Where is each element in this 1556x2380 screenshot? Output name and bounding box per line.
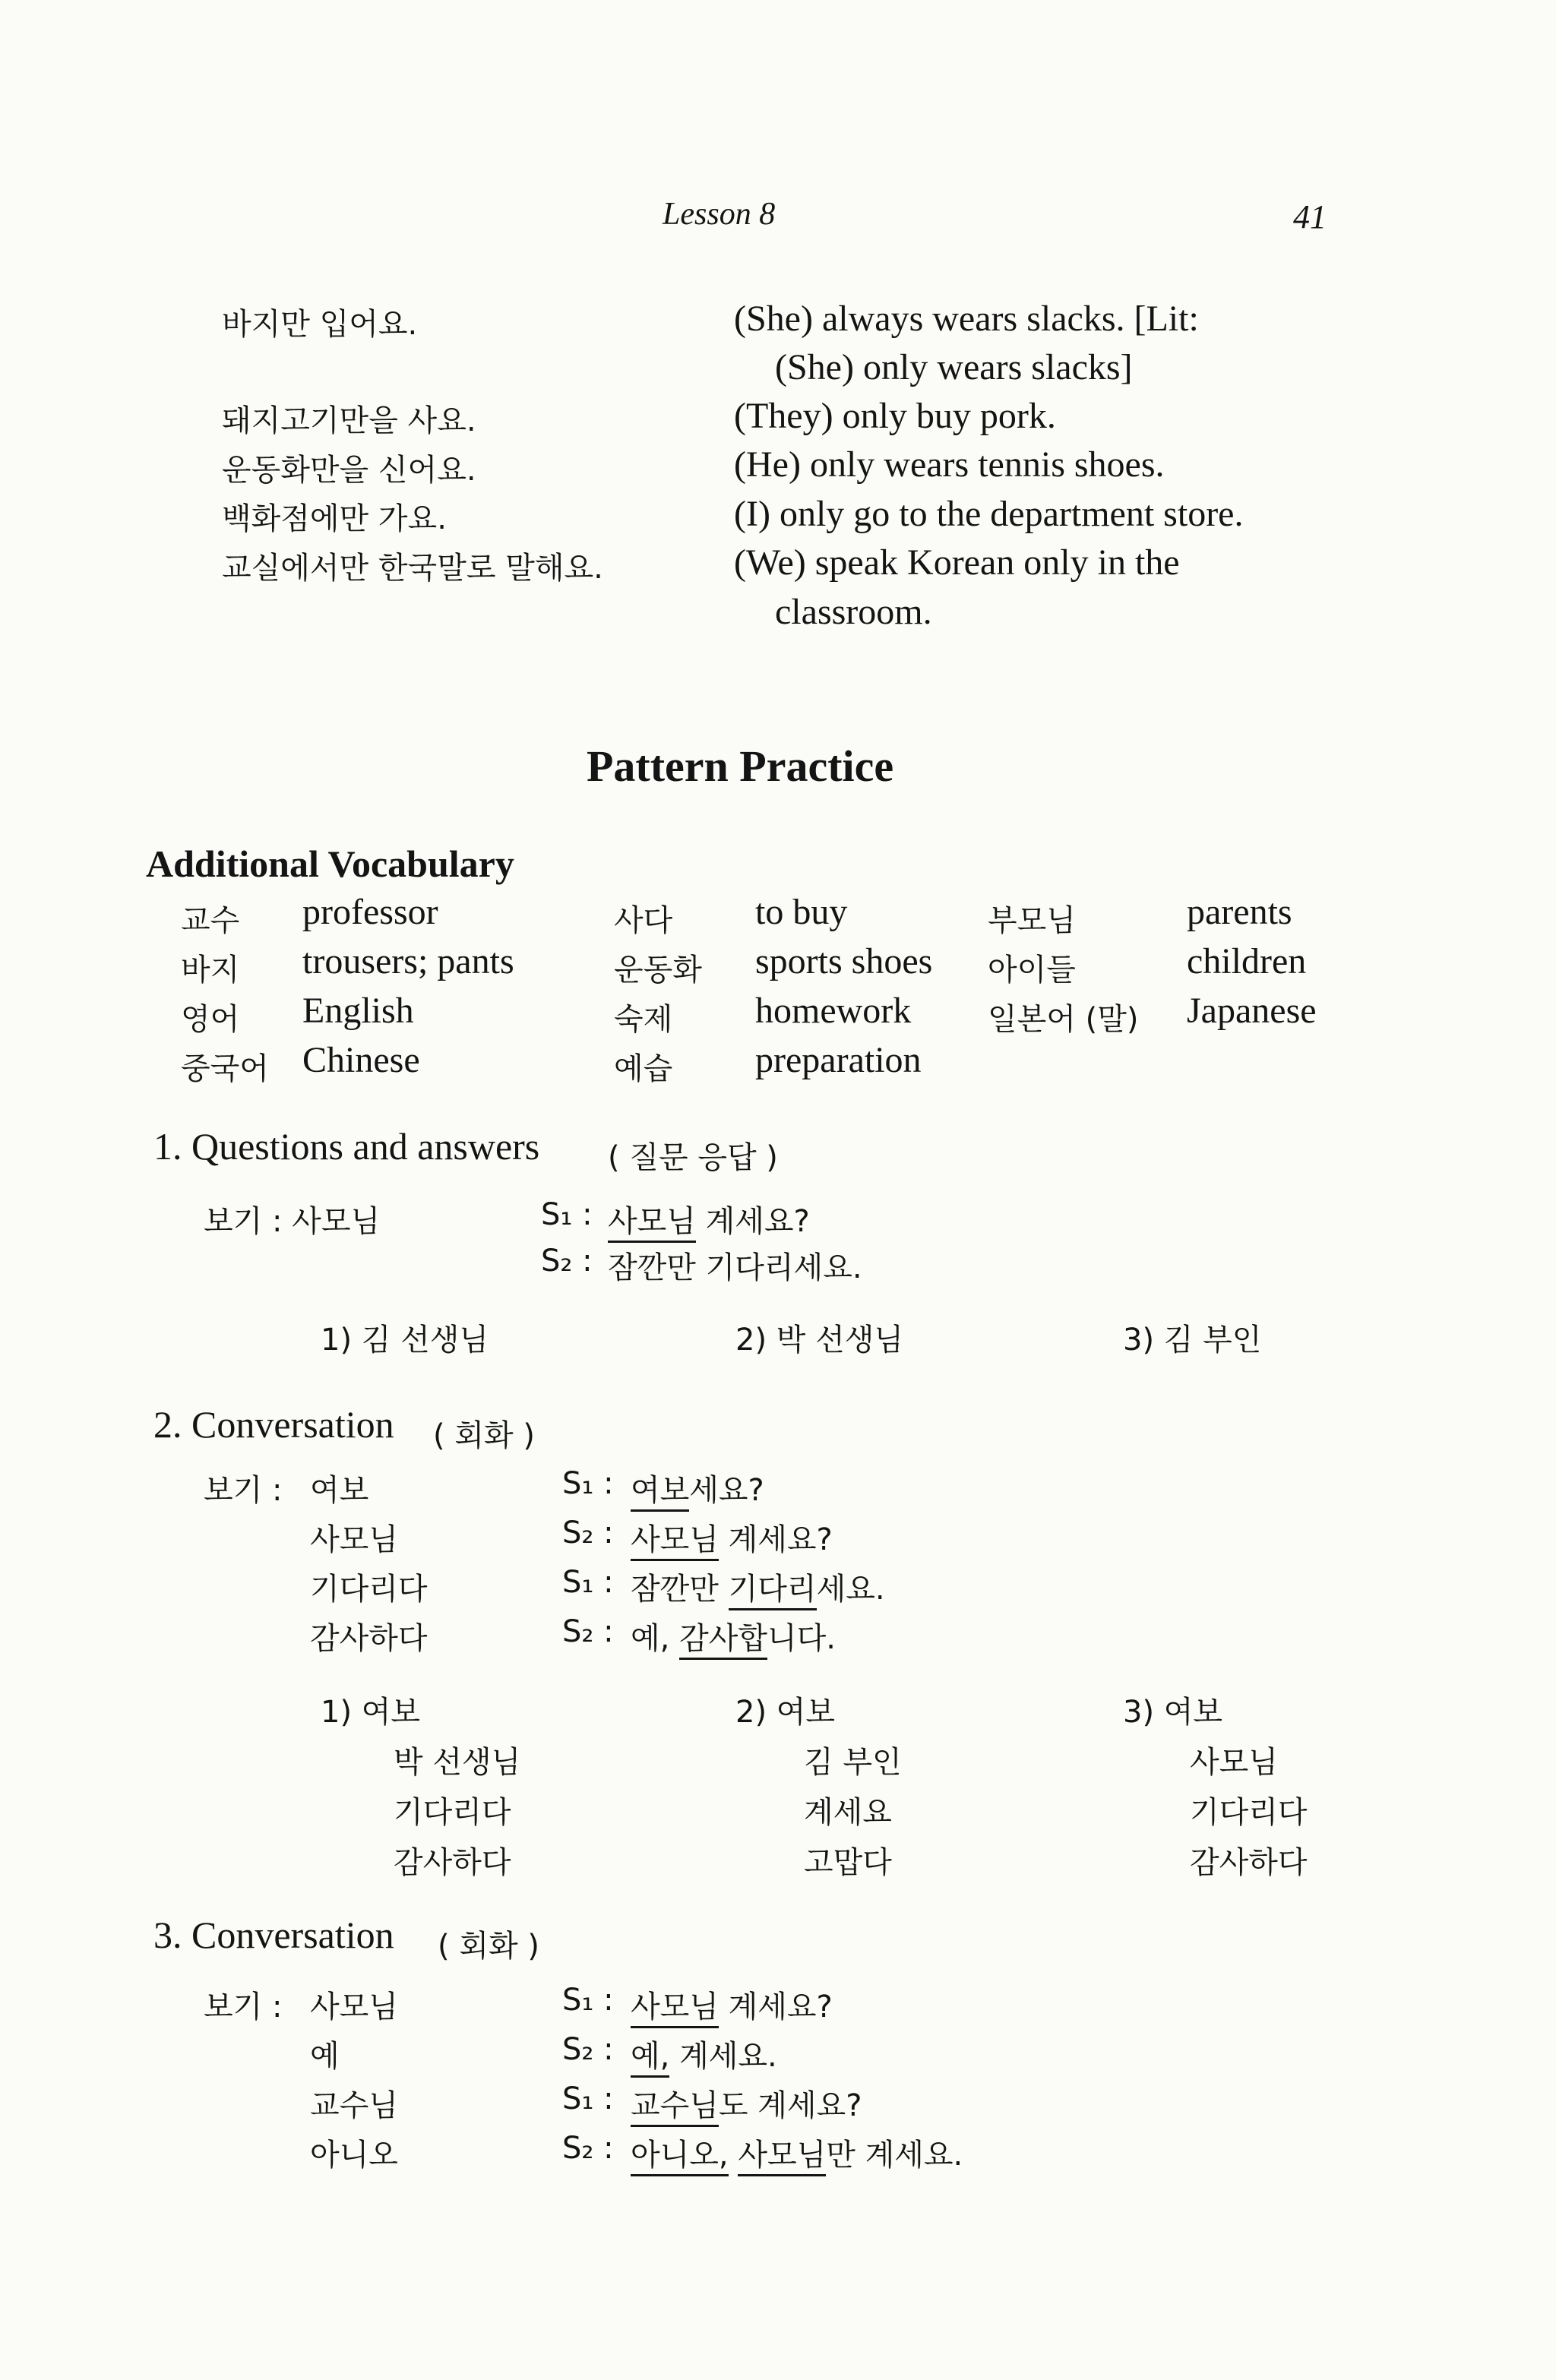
exercise-2-title: 2. Conversation (153, 1403, 394, 1446)
example-english: (I) only go to the department store. (734, 494, 1244, 534)
substitution-underline: 기다리 (729, 1572, 817, 1610)
substitution-underline: 감사합 (679, 1621, 767, 1660)
exercise-3-line-2: 예, 계세요. (631, 2032, 777, 2075)
example-english-cont: (She) only wears slacks] (775, 347, 1133, 387)
vocab-en: preparation (755, 1040, 922, 1080)
exercise-2-item: 고맙다 (804, 1845, 892, 1880)
substitution-underline: 사모님 (631, 1990, 719, 2028)
vocab-en: English (302, 991, 414, 1031)
exercise-2-item: 계세요 (804, 1795, 892, 1830)
cue-word: 감사하다 (310, 1621, 428, 1656)
substitution-underline: 사모님 (738, 2138, 826, 2176)
example-label: 보기 : (204, 1473, 283, 1508)
vocab-ko: 일본어 (말) (988, 1002, 1139, 1037)
cue-word: 사모님 (310, 1990, 398, 2024)
vocab-ko: 영어 (181, 1002, 240, 1037)
example-korean: 바지만 입어요. (222, 307, 418, 342)
section-title: Pattern Practice (587, 741, 894, 791)
speaker-label: S₂ : (541, 1244, 593, 1278)
exercise-3-line-1: 사모님 계세요? (631, 1983, 833, 2026)
vocab-en: Japanese (1187, 991, 1317, 1031)
speaker-label: S₁ : (562, 1565, 614, 1600)
exercise-2-item: 기다리다 (1190, 1795, 1308, 1830)
exercise-2-item: 2) 여보 (735, 1695, 836, 1730)
speaker-label: S₁ : (562, 2081, 614, 2116)
example-english: (He) only wears tennis shoes. (734, 444, 1165, 485)
cue-word: 여보 (310, 1473, 369, 1508)
exercise-2-item: 3) 여보 (1123, 1695, 1223, 1730)
exercise-1-s2-line: 잠깐만 기다리세요. (608, 1250, 862, 1285)
speaker-label: S₁ : (541, 1197, 593, 1232)
vocab-ko: 바지 (181, 953, 240, 988)
speaker-label: S₂ : (562, 2032, 614, 2067)
substitution-underline: 예, (631, 2039, 669, 2078)
vocab-en: homework (755, 991, 912, 1031)
exercise-2-line-4: 예, 감사합니다. (631, 1614, 836, 1658)
speaker-label: S₁ : (562, 1983, 614, 2018)
exercise-1-item: 1) 김 선생님 (321, 1323, 489, 1358)
vocab-ko: 운동화 (614, 953, 702, 988)
vocab-ko: 교수 (181, 903, 240, 938)
vocab-en: parents (1187, 892, 1292, 932)
speaker-label: S₂ : (562, 1516, 614, 1550)
example-korean: 백화점에만 가요. (222, 501, 447, 536)
vocab-ko: 사다 (614, 903, 673, 938)
substitution-underline: 아니오, (631, 2138, 729, 2176)
exercise-2-item: 사모님 (1190, 1745, 1278, 1780)
substitution-underline: 여보 (631, 1473, 689, 1512)
cue-word: 기다리다 (310, 1572, 428, 1607)
cue-word: 예 (310, 2039, 340, 2074)
exercise-1-s1-line: 사모님 계세요? (608, 1197, 810, 1241)
example-english: (She) always wears slacks. [Lit: (734, 299, 1199, 339)
running-head: Lesson 8 (663, 197, 776, 232)
vocab-ko: 부모님 (988, 903, 1076, 938)
vocab-heading: Additional Vocabulary (146, 842, 514, 885)
exercise-2-title-ko: ( 회화 ) (433, 1418, 535, 1453)
example-korean: 운동화만을 신어요. (222, 453, 476, 488)
cue-word: 교수님 (310, 2088, 398, 2123)
cue-word: 아니오 (310, 2138, 398, 2173)
example-english: (We) speak Korean only in the (734, 542, 1180, 583)
exercise-3-line-3: 교수님도 계세요? (631, 2081, 862, 2125)
vocab-ko: 숙제 (614, 1002, 673, 1037)
speaker-label: S₂ : (562, 1614, 614, 1649)
exercise-2-item: 감사하다 (1190, 1845, 1308, 1880)
exercise-3-title-ko: ( 회화 ) (438, 1929, 539, 1964)
exercise-1-item: 2) 박 선생님 (735, 1323, 904, 1358)
exercise-2-line-2: 사모님 계세요? (631, 1516, 833, 1559)
exercise-2-line-1: 여보세요? (631, 1466, 764, 1509)
substitution-underline: 교수님 (631, 2088, 719, 2127)
vocab-en: sports shoes (755, 941, 933, 981)
exercise-2-item: 1) 여보 (321, 1695, 421, 1730)
exercise-2-item: 감사하다 (394, 1845, 511, 1880)
exercise-2-item: 박 선생님 (394, 1745, 521, 1780)
vocab-ko: 아이들 (988, 953, 1076, 988)
exercise-1-title-ko: ( 질문 응답 ) (608, 1140, 778, 1175)
example-korean: 돼지고기만을 사요. (222, 403, 476, 438)
cue-word: 사모님 (310, 1522, 398, 1557)
exercise-3-title: 3. Conversation (153, 1914, 394, 1956)
speaker-label: S₂ : (562, 2131, 614, 2166)
example-label: 보기 : (204, 1990, 283, 2024)
vocab-en: children (1187, 941, 1307, 981)
vocab-en: professor (302, 892, 438, 932)
exercise-2-item: 김 부인 (804, 1745, 902, 1780)
exercise-2-item: 기다리다 (394, 1795, 511, 1830)
example-english-cont: classroom. (775, 592, 932, 632)
exercise-1-example-cue: 보기 : 사모님 (204, 1204, 381, 1239)
substitution-underline: 사모님 (608, 1204, 696, 1243)
vocab-en: Chinese (302, 1040, 420, 1080)
substitution-underline: 사모님 (631, 1522, 719, 1561)
exercise-1-item: 3) 김 부인 (1123, 1323, 1262, 1358)
example-english: (They) only buy pork. (734, 396, 1056, 436)
example-korean: 교실에서만 한국말로 말해요. (222, 551, 603, 586)
vocab-ko: 예습 (614, 1051, 673, 1086)
exercise-3-line-4: 아니오, 사모님만 계세요. (631, 2131, 963, 2174)
vocab-ko: 중국어 (181, 1051, 269, 1086)
speaker-label: S₁ : (562, 1466, 614, 1501)
exercise-1-title: 1. Questions and answers (153, 1125, 540, 1168)
exercise-2-line-3: 잠깐만 기다리세요. (631, 1565, 885, 1608)
vocab-en: trousers; pants (302, 941, 514, 981)
vocab-en: to buy (755, 892, 848, 932)
page-number: 41 (1293, 198, 1327, 235)
